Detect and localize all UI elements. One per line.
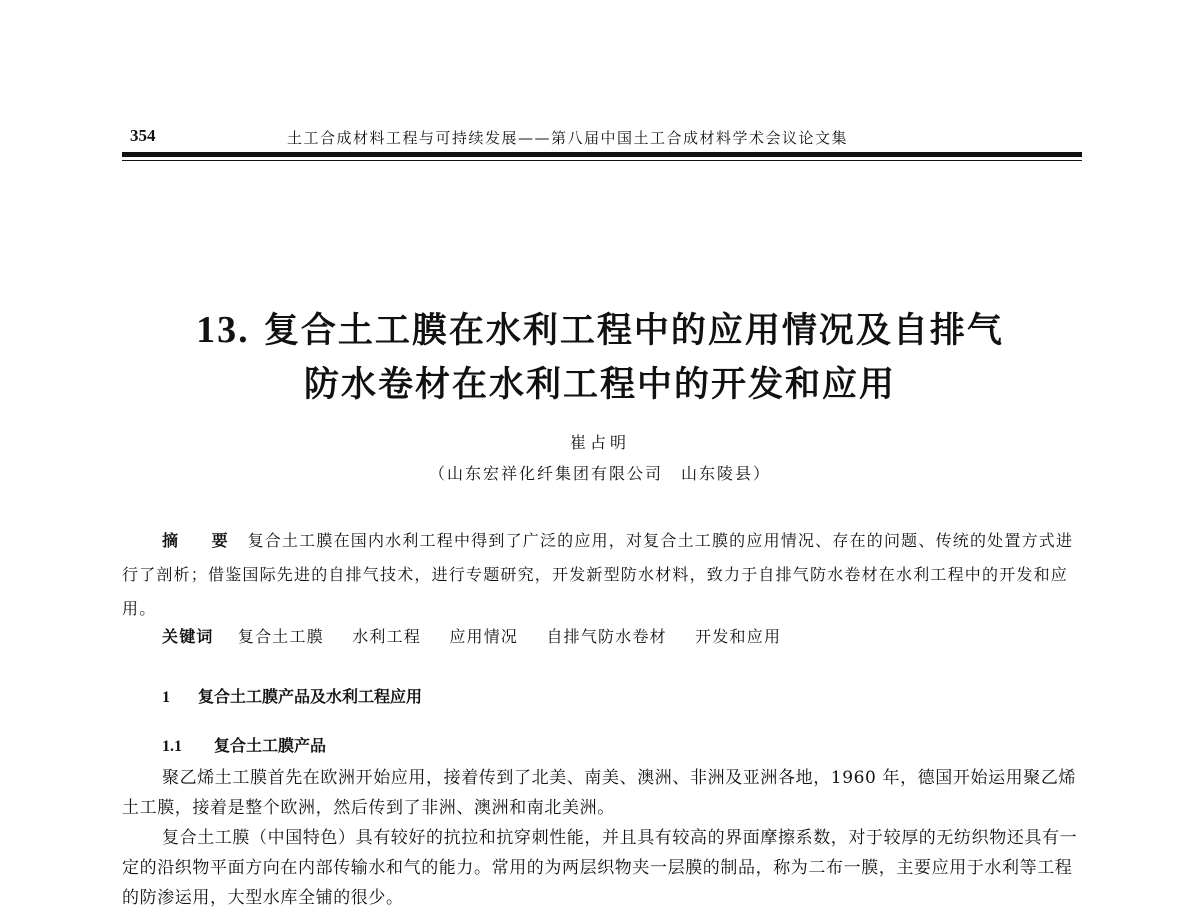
title-line-1 [100,303,1100,358]
abstract [122,524,1080,626]
body-paragraph: 聚乙烯土工膜首先在欧洲开始应用，接着传到了北美、南美、澳洲、非洲及亚洲各地，1960 年，德国开始运用聚乙烯土工膜，接着是整个欧洲，然后传到了非洲、澳洲和南北美洲。 [122,768,1077,818]
header-rule-thin [122,160,1082,161]
article-title [100,303,1100,412]
page-number: 354 [130,126,156,145]
subsection-number: 1.1 [162,738,182,755]
keywords-label: 关键词 [162,627,214,646]
body-paragraph: 复合土工膜（中国特色）具有较好的抗拉和抗穿刺性能，并且具有较高的界面摩擦系数，对于较厚的无纺织物还具有一定的沿织物平面方向在内部传输水和气的能力。常用的为两层织物夹一层膜的制品，称为二布一膜，主要应用于水利等工程的防渗运用，大型水库全铺的很少。 [122,828,1078,908]
title-number: 13. [196,309,250,351]
keyword-item: 自排气防水卷材 [546,627,667,646]
keyword-item: 开发和应用 [695,627,782,646]
title-line-2: 防水卷材在水利工程中的开发和应用 [303,365,896,405]
title-text-1: 复合土工膜在水利工程中的应用情况及自排气 [263,311,1004,351]
subsection-title: 复合土工膜产品 [214,736,327,755]
running-header [130,126,1080,154]
abstract-text: 复合土工膜在国内水利工程中得到了广泛的应用，对复合土工膜的应用情况、存在的问题、传统的处置方式进行了剖析；借鉴国际先进的自排气技术，进行专题研究，开发新型防水材料，致力于自排气防水卷材在水利工程中的开发和应用。 [122,531,1074,618]
header-rule-thick [122,152,1082,157]
author-name: 崔占明 [569,433,630,452]
keywords [162,624,1080,650]
subsection-heading [162,733,326,756]
section-number: 1 [162,689,170,706]
keyword-item: 复合土工膜 [237,627,324,646]
keyword-item: 应用情况 [449,627,519,646]
section-title: 复合土工膜产品及水利工程应用 [198,687,423,706]
journal-title: 土工合成材料工程与可持续发展——第八届中国土工合成材料学术会议论文集 [287,129,849,147]
abstract-label: 摘 要 [162,531,242,550]
author-affiliation: （山东宏祥化纤集团有限公司 山东陵县） [428,464,771,483]
keyword-item: 水利工程 [352,627,422,646]
section-heading [162,684,422,707]
